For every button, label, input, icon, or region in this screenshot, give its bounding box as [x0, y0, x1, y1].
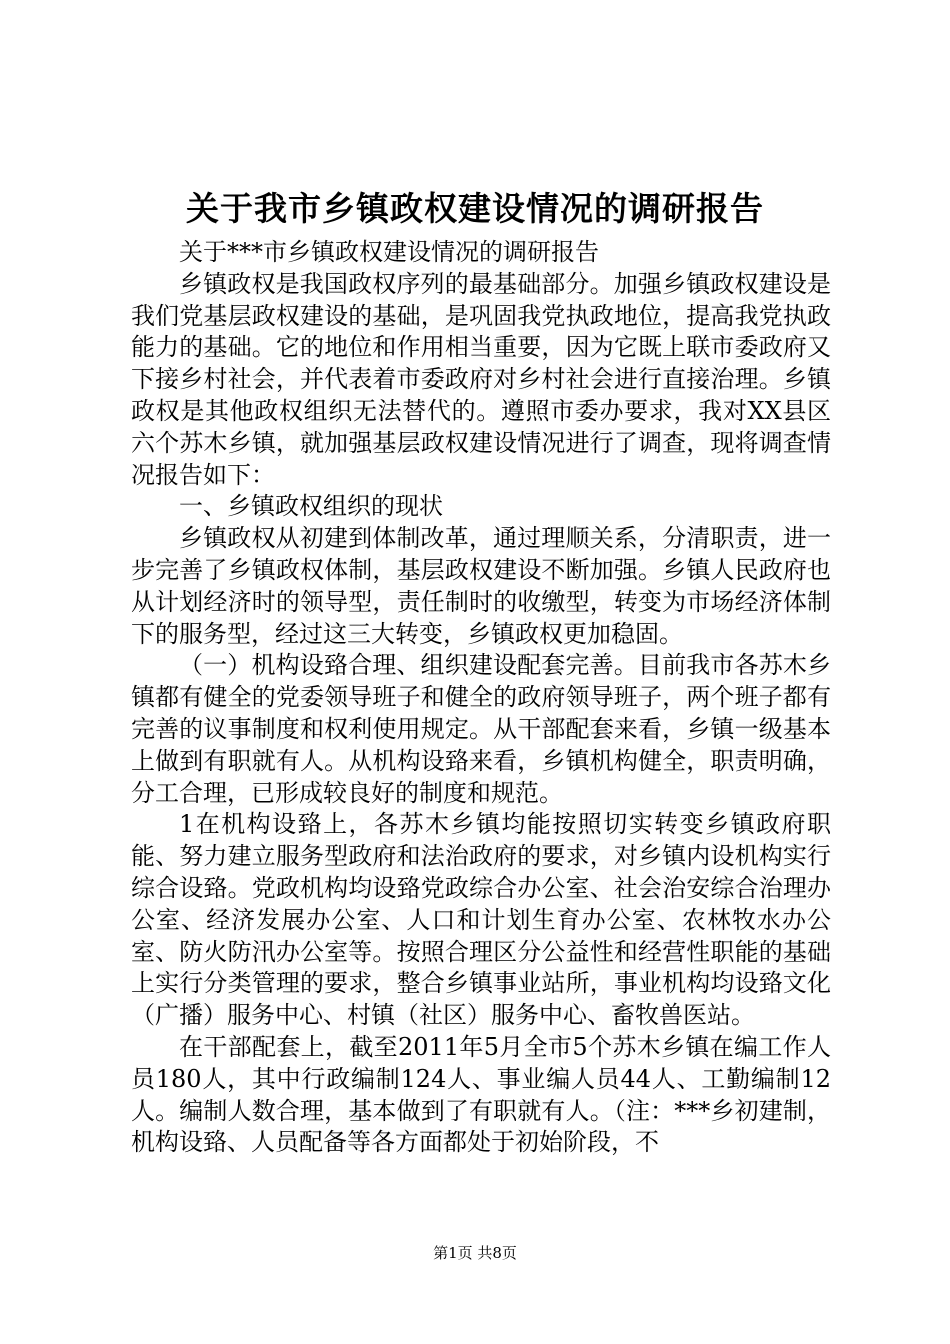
- body-paragraph: （一）机构设臵合理、组织建设配套完善。目前我市各苏木乡镇都有健全的党委领导班子和健全的政府领导班子，两个班子都有完善的议事制度和权利使用规定。从干部配套来看，乡镇一级基本上做到有职就有人。从机构设臵来看，乡镇机构健全，职责明确，分工合理，已形成较良好的制度和规范。: [131, 651, 831, 807]
- body-paragraph: 1在机构设臵上，各苏木乡镇均能按照切实转变乡镇政府职能、努力建立服务型政府和法治政府的要求，对乡镇内设机构实行综合设臵。党政机构均设臵党政综合办公室、社会治安综合治理办公室、经济发展办公室、人口和计划生育办公室、农林牧水办公室、防火防汛办公室等。按照合理区分公益性和经营性职能的基础上实行分类管理的要求，整合乡镇事业站所，事业机构均设臵文化（广播）服务中心、村镇（社区）服务中心、畜牧兽医站。: [131, 810, 831, 1030]
- document-title: 关于我市乡镇政权建设情况的调研报告: [186, 189, 764, 228]
- body-paragraph: 乡镇政权从初建到体制改革，通过理顺关系，分清职责，进一步完善了乡镇政权体制，基层政权建设不断加强。乡镇人民政府也从计划经济时的领导型，责任制时的收缴型，转变为市场经济体制下的服务型，经过这三大转变，乡镇政权更加稳固。: [131, 524, 831, 648]
- document-body: [131, 237, 831, 1159]
- body-paragraph: 乡镇政权是我国政权序列的最基础部分。加强乡镇政权建设是我们党基层政权建设的基础，是巩固我党执政地位，提高我党执政能力的基础。它的地位和作用相当重要，因为它既上联市委政府又下接乡村社会，并代表着市委政府对乡村社会进行直接治理。乡镇政权是其他政权组织无法替代的。遵照市委办要求，我对XX县区六个苏木乡镇，就加强基层政权建设情况进行了调查，现将调查情况报告如下：: [131, 269, 831, 489]
- page-number-footer: 第1页 共8页: [433, 1244, 517, 1262]
- body-paragraph: 在干部配套上，截至2011年5月全市5个苏木乡镇在编工作人员180人，其中行政编制124人、事业编人员44人、工勤编制12人。编制人数合理，基本做到了有职就有人。（注：***乡初建制，机构设臵、人员配备等各方面都处于初始阶段，不: [131, 1032, 831, 1157]
- subtitle-paragraph: 关于***市乡镇政权建设情况的调研报告: [179, 238, 599, 266]
- section-heading: 一、乡镇政权组织的现状: [179, 492, 443, 521]
